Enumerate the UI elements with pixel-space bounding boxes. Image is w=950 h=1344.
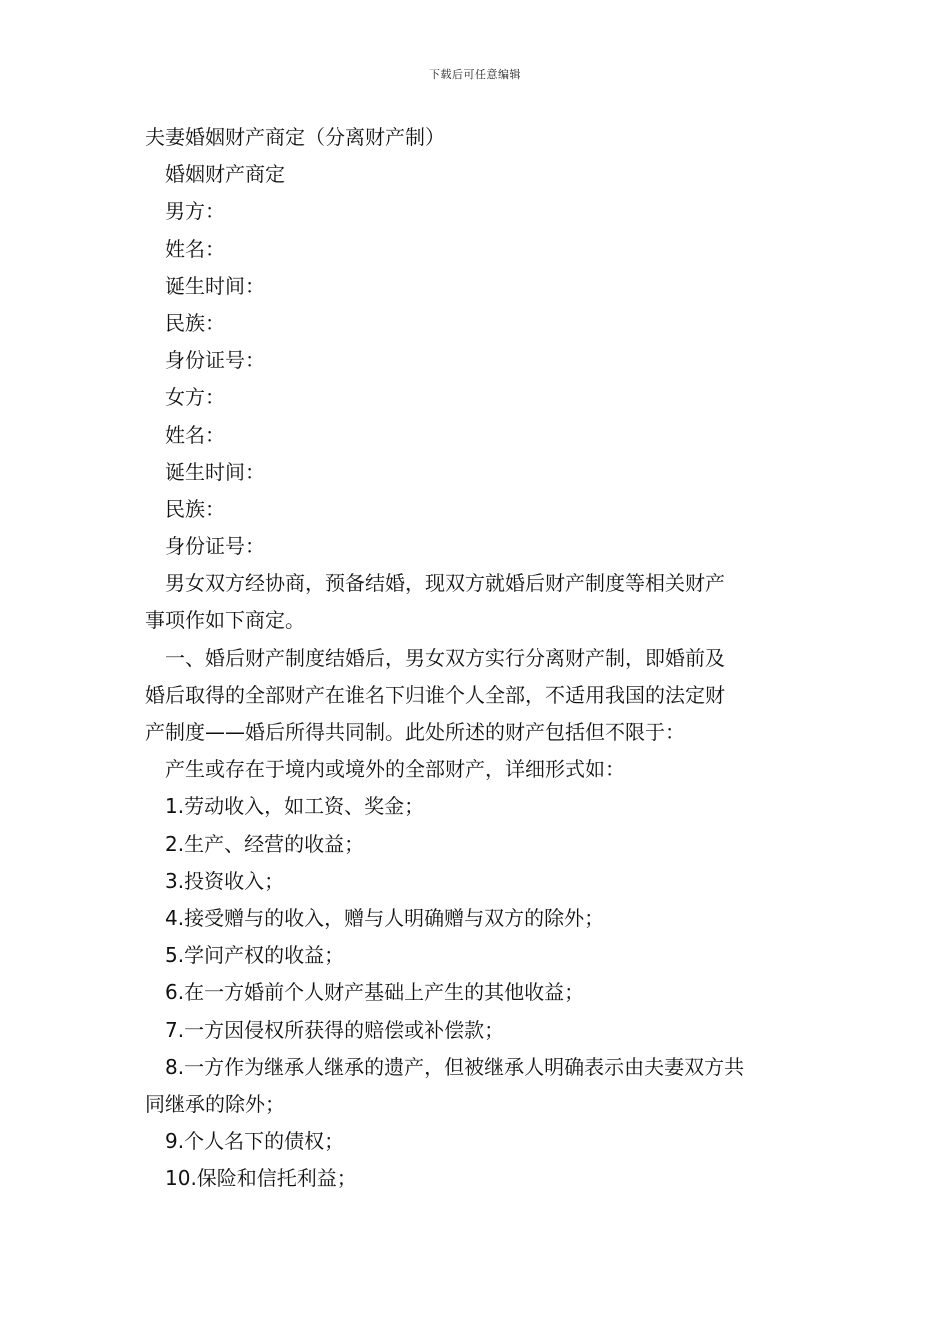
list-item: 6.在一方婚前个人财产基础上产生的其他收益；	[165, 980, 585, 1005]
female-heading: 女方：	[165, 385, 225, 410]
list-item: 1.劳动收入，如工资、奖金；	[165, 794, 425, 819]
clause-1-line-3: 产制度——婚后所得共同制。此处所述的财产包括但不限于：	[145, 720, 685, 744]
document-subtitle: 婚姻财产商定	[165, 162, 285, 187]
male-birth-label: 诞生时间：	[165, 273, 265, 298]
female-name-label: 姓名：	[165, 422, 225, 447]
list-item-10: 10.保险和信托利益；	[165, 1166, 357, 1191]
clause-1-scope: 产生或存在于境内或境外的全部财产，详细形式如：	[165, 757, 625, 782]
male-ethnicity-label: 民族：	[165, 310, 225, 335]
clause-1-line-1: 一、婚后财产制度结婚后，男女双方实行分离财产制，即婚前及	[165, 645, 725, 670]
list-item-9: 9.个人名下的债权；	[165, 1129, 345, 1154]
male-id-label: 身份证号：	[165, 348, 265, 373]
list-item-8-line-2: 同继承的除外；	[145, 1091, 285, 1116]
intro-paragraph-line-1: 男女双方经协商，预备结婚，现双方就婚后财产制度等相关财产	[165, 571, 725, 596]
clause-1-line-2: 婚后取得的全部财产在谁名下归谁个人全部，不适用我国的法定财	[145, 682, 725, 707]
list-item-8-line-1: 8.一方作为继承人继承的遗产，但被继承人明确表示由夫妻双方共	[165, 1054, 745, 1079]
list-item: 3.投资收入；	[165, 868, 285, 893]
female-id-label: 身份证号：	[165, 534, 265, 559]
document-body	[145, 119, 810, 1197]
male-heading: 男方：	[165, 199, 225, 224]
female-ethnicity-label: 民族：	[165, 496, 225, 521]
list-item: 5.学问产权的收益；	[165, 943, 345, 968]
male-name-label: 姓名：	[165, 236, 225, 261]
list-item: 2.生产、经营的收益；	[165, 831, 365, 856]
female-birth-label: 诞生时间：	[165, 459, 265, 484]
download-note-header: 下载后可任意编辑	[429, 68, 521, 81]
list-item: 4.接受赠与的收入，赠与人明确赠与双方的除外；	[165, 905, 605, 930]
intro-paragraph-line-2: 事项作如下商定。	[145, 608, 305, 633]
list-item: 7.一方因侵权所获得的赔偿或补偿款；	[165, 1017, 505, 1042]
document-title: 夫妻婚姻财产商定（分离财产制）	[145, 125, 445, 149]
